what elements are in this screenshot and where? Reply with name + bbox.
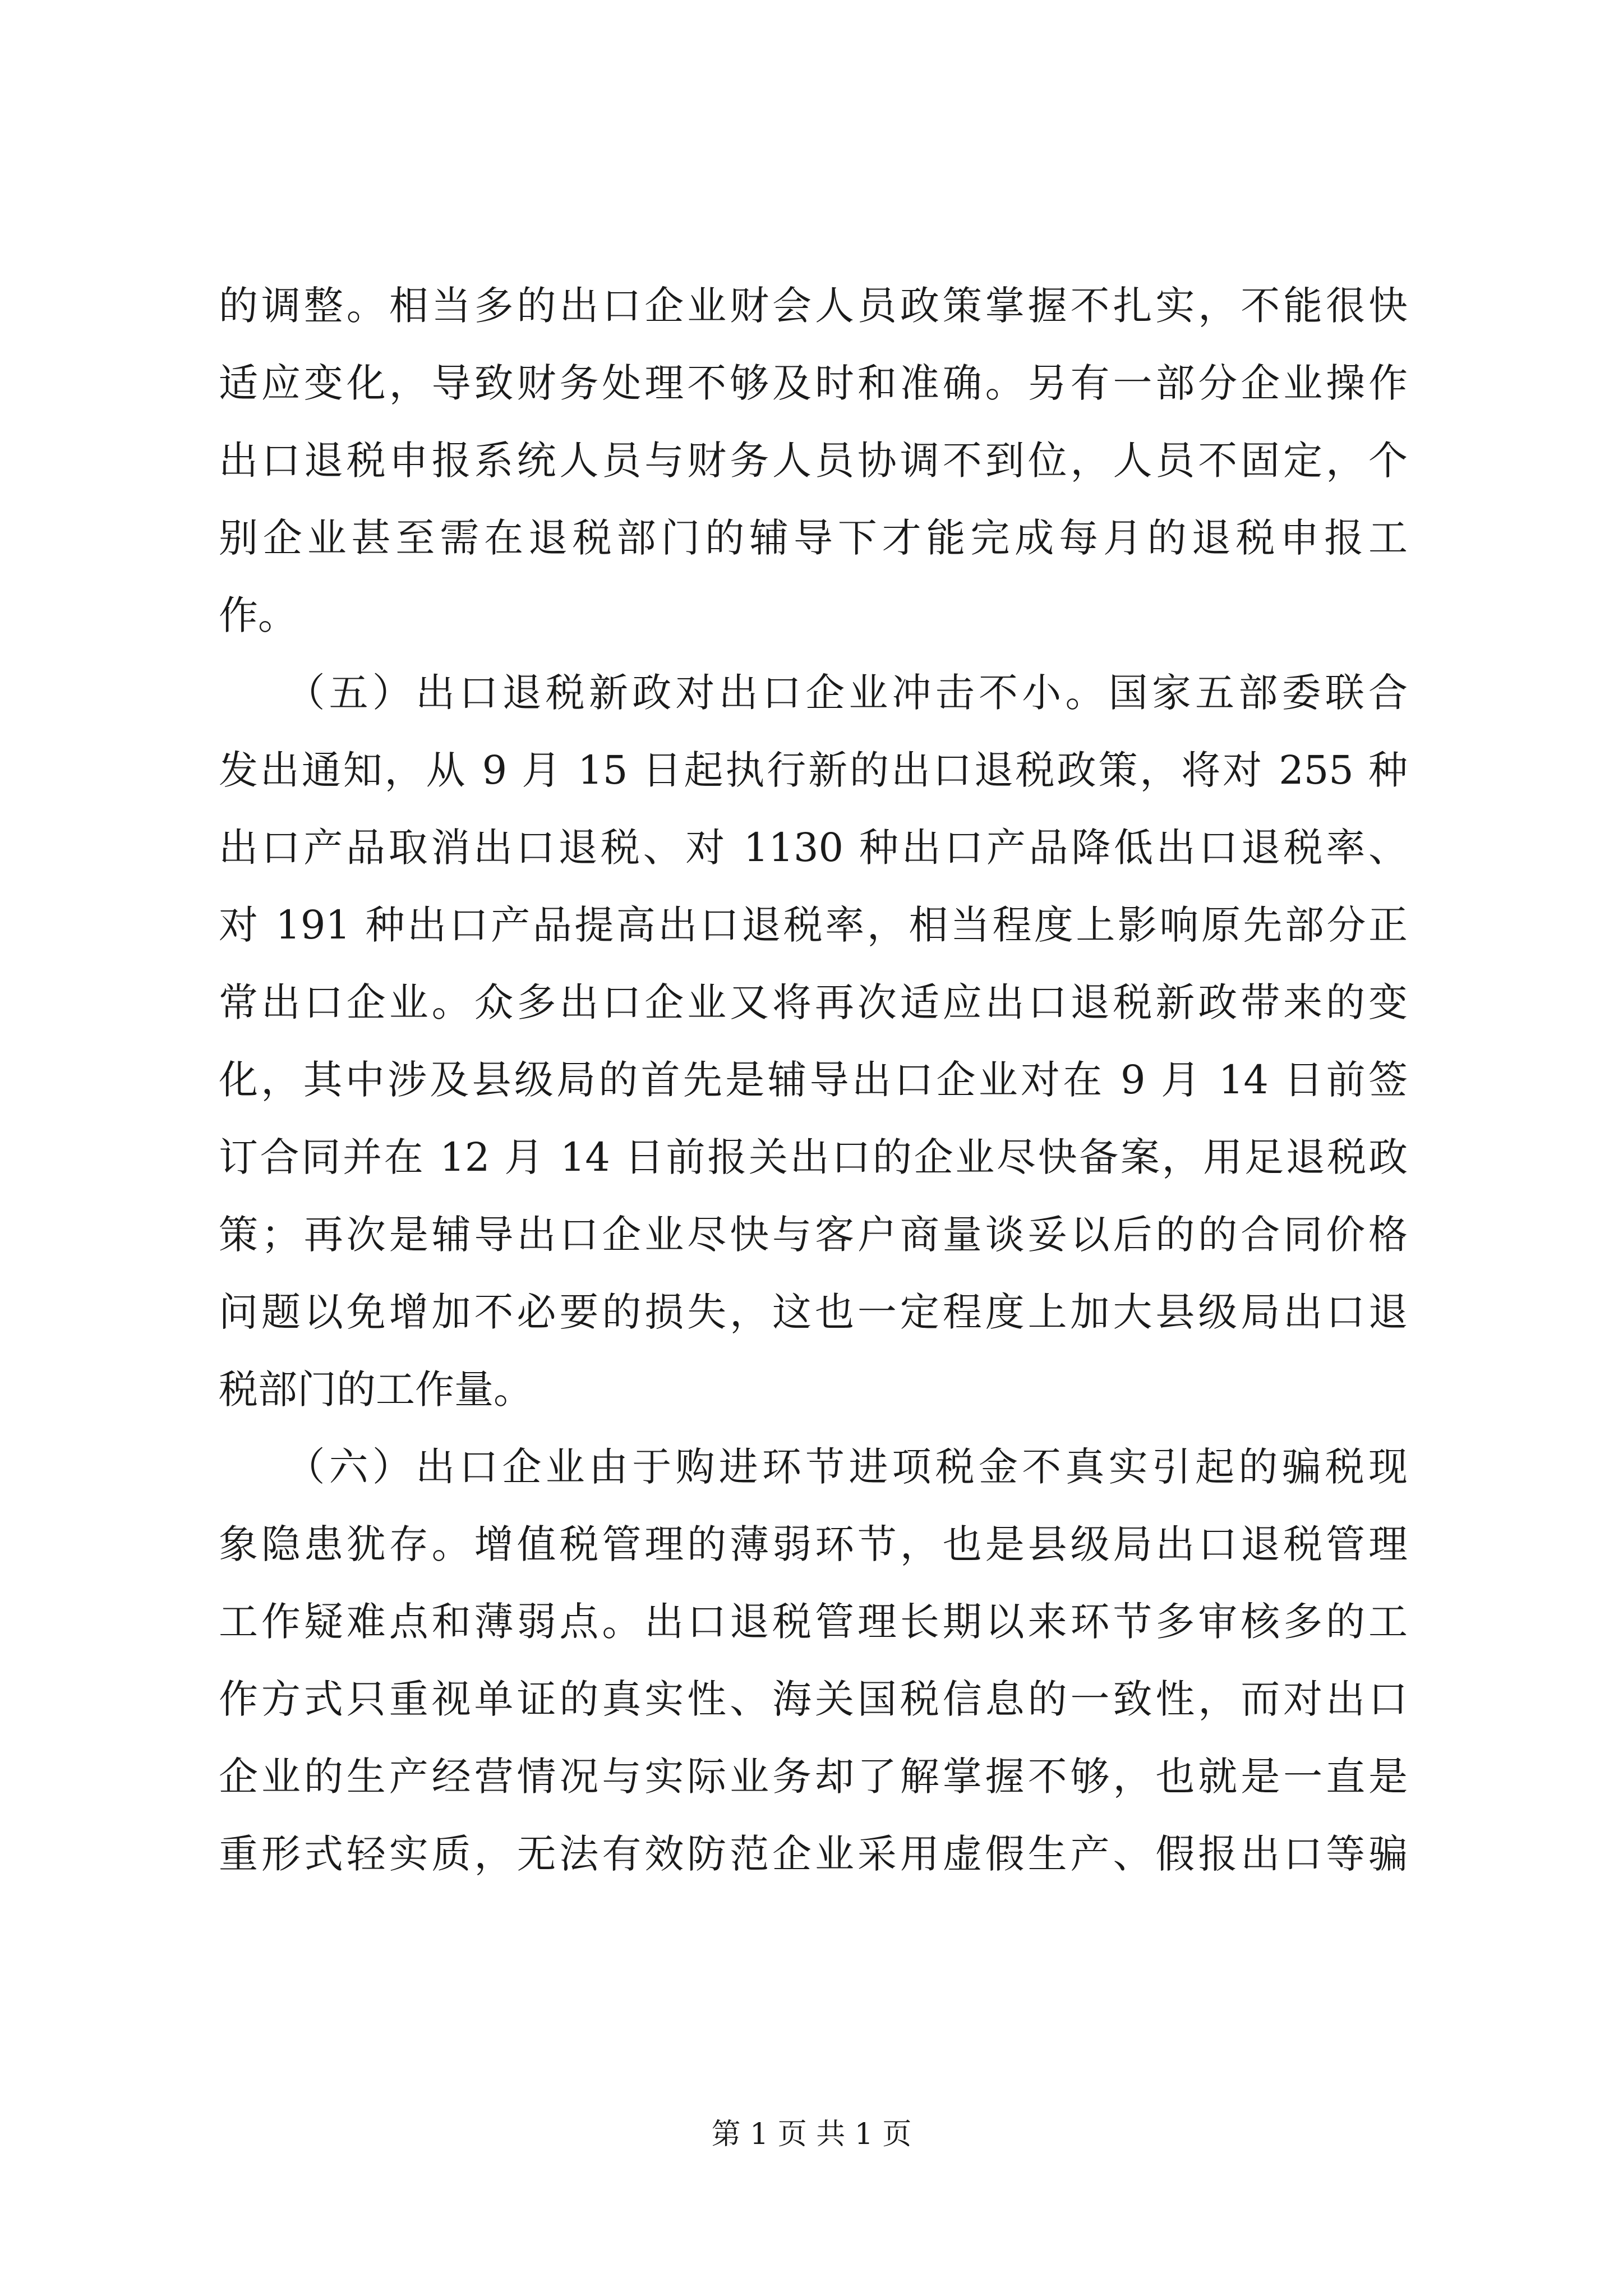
paragraph-1 — [219, 267, 1408, 654]
page-number-label: 第 1 页 共 1 页 — [711, 2118, 912, 2151]
text-line: 作。 — [219, 592, 297, 638]
text-line: （六）出口企业由于购进环节进项税金不真实引起的骗税现 — [219, 1444, 1408, 1490]
text-line: 订合同并在 12 月 14 日前报关出口的企业尽快备案，用足退税政 — [219, 1134, 1408, 1180]
text-line: 适应变化，导致财务处理不够及时和准确。另有一部分企业操作 — [219, 360, 1408, 406]
paragraph-3 — [219, 1428, 1408, 1893]
text-line: 别企业甚至需在退税部门的辅导下才能完成每月的退税申报工 — [219, 515, 1408, 561]
text-line: 发出通知，从 9 月 15 日起执行新的出口退税政策，将对 255 种 — [219, 747, 1408, 793]
text-line: 象隐患犹存。增值税管理的薄弱环节，也是县级局出口退税管理 — [219, 1521, 1408, 1567]
text-line: 税部门的工作量。 — [219, 1366, 533, 1412]
page-footer — [0, 2110, 1623, 2152]
text-line: 问题以免增加不必要的损失，这也一定程度上加大县级局出口退 — [219, 1289, 1408, 1335]
text-line: （五）出口退税新政对出口企业冲击不小。国家五部委联合 — [219, 670, 1408, 716]
text-line: 策；再次是辅导出口企业尽快与客户商量谈妥以后的的合同价格 — [219, 1212, 1408, 1258]
text-line: 的调整。相当多的出口企业财会人员政策掌握不扎实，不能很快 — [219, 283, 1408, 329]
text-line: 常出口企业。众多出口企业又将再次适应出口退税新政带来的变 — [219, 979, 1408, 1025]
text-line: 重形式轻实质，无法有效防范企业采用虚假生产、假报出口等骗 — [219, 1831, 1408, 1877]
document-body — [219, 267, 1408, 1893]
text-line: 企业的生产经营情况与实际业务却了解掌握不够，也就是一直是 — [219, 1754, 1408, 1800]
text-line: 出口退税申报系统人员与财务人员协调不到位，人员不固定，个 — [219, 438, 1408, 484]
text-line: 出口产品取消出口退税、对 1130 种出口产品降低出口退税率、 — [219, 825, 1408, 871]
text-line: 作方式只重视单证的真实性、海关国税信息的一致性，而对出口 — [219, 1676, 1408, 1722]
text-line: 工作疑难点和薄弱点。出口退税管理长期以来环节多审核多的工 — [219, 1599, 1408, 1645]
text-line: 化，其中涉及县级局的首先是辅导出口企业对在 9 月 14 日前签 — [219, 1057, 1408, 1103]
paragraph-2 — [219, 654, 1408, 1428]
text-line: 对 191 种出口产品提高出口退税率，相当程度上影响原先部分正 — [219, 902, 1408, 948]
